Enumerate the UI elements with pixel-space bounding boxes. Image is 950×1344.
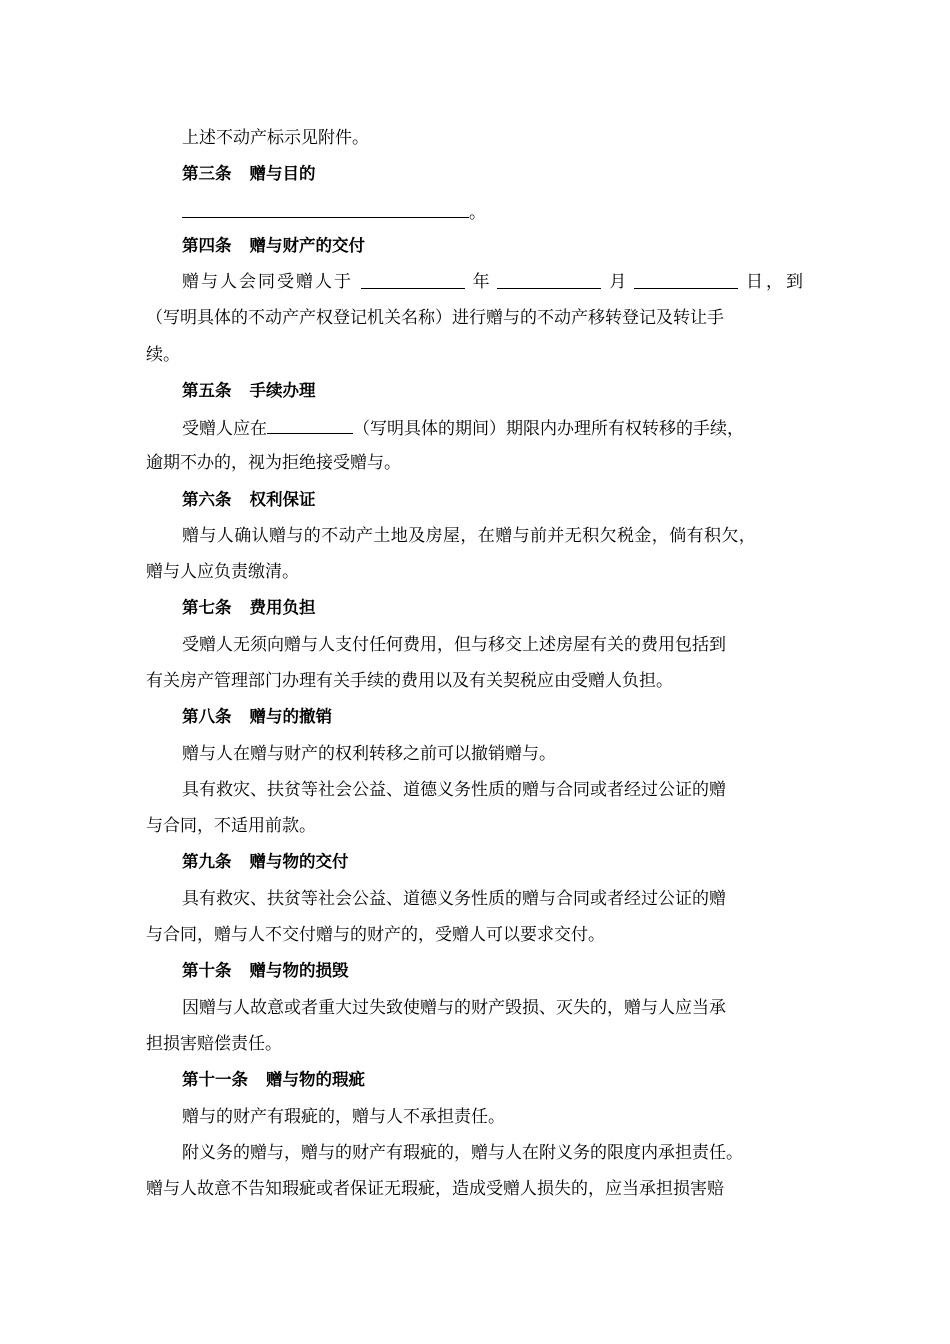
article-11-heading <box>182 1068 806 1092</box>
article-name: 权利保证 <box>249 490 316 509</box>
article-7-heading <box>182 596 806 620</box>
article-name: 赠与物的瑕疵 <box>266 1070 365 1089</box>
paragraph: 续。 <box>146 345 180 365</box>
paragraph: 逾期不办的，视为拒绝接受赠与。 <box>146 453 401 473</box>
paragraph: 与合同，赠与人不交付赠与的财产的，受赠人可以要求交付。 <box>146 925 605 945</box>
article-6-heading <box>182 488 806 512</box>
paragraph: （写明具体的不动产产权登记机关名称）进行赠与的不动产移转登记及转让手 <box>146 308 724 328</box>
article-10-heading <box>182 959 806 983</box>
article-name: 赠与财产的交付 <box>249 236 365 255</box>
paragraph: 有关房产管理部门办理有关手续的费用以及有关契税应由受赠人负担。 <box>146 671 673 691</box>
paragraph: 担损害赔偿责任。 <box>146 1034 282 1054</box>
article-5-heading <box>182 379 806 403</box>
text-segment: 受赠人应在 <box>182 419 267 439</box>
article-number: 第十一条 <box>182 1070 248 1089</box>
month-blank[interactable] <box>497 270 601 289</box>
paragraph: 附义务的赠与，赠与的财产有瑕疵的，赠与人在附义务的限度内承担责任。 <box>182 1143 743 1163</box>
paragraph: 赠与人故意不告知瑕疵或者保证无瑕疵，造成受赠人损失的，应当承担损害赔 <box>146 1179 724 1199</box>
period-blank[interactable] <box>267 415 353 434</box>
text-segment: 日，到 <box>745 272 806 292</box>
article-4-line-1 <box>182 270 806 294</box>
article-number: 第五条 <box>182 381 232 400</box>
article-3-line <box>182 199 806 225</box>
article-name: 赠与目的 <box>249 164 316 183</box>
text-segment: 月 <box>609 272 627 292</box>
paragraph: 受赠人无须向赠与人支付任何费用，但与移交上述房屋有关的费用包括到 <box>182 635 726 655</box>
article-number: 第六条 <box>182 490 232 509</box>
article-number: 第四条 <box>182 236 232 255</box>
paragraph: 赠与的财产有瑕疵的，赠与人不承担责任。 <box>182 1107 505 1127</box>
article-name: 手续办理 <box>249 381 316 400</box>
article-number: 第九条 <box>182 852 232 871</box>
article-number: 第八条 <box>182 707 232 726</box>
article-name: 赠与的撤销 <box>249 707 332 726</box>
fill-in-blank[interactable] <box>182 199 469 218</box>
year-blank[interactable] <box>361 270 465 289</box>
text-segment: 年 <box>472 272 490 292</box>
paragraph: 赠与人在赠与财产的权利转移之前可以撤销赠与。 <box>182 744 556 764</box>
paragraph: 赠与人确认赠与的不动产土地及房屋，在赠与前并无积欠税金，倘有积欠， <box>182 526 757 546</box>
paragraph: 具有救灾、扶贫等社会公益、道德义务性质的赠与合同或者经过公证的赠 <box>182 780 726 800</box>
article-number: 第三条 <box>182 164 232 183</box>
paragraph: 与合同，不适用前款。 <box>146 816 316 836</box>
article-number: 第七条 <box>182 598 232 617</box>
text-segment: 赠与人会同受赠人于 <box>182 272 353 292</box>
day-blank[interactable] <box>634 270 738 289</box>
article-4-heading <box>182 234 806 258</box>
article-8-heading <box>182 705 806 729</box>
article-name: 费用负担 <box>249 598 316 617</box>
article-name: 赠与物的交付 <box>249 852 349 871</box>
paragraph: 上述不动产标示见附件。 <box>182 128 369 148</box>
article-3-heading <box>182 162 806 186</box>
paragraph: 赠与人应负责缴清。 <box>146 562 299 582</box>
article-name: 赠与物的损毁 <box>249 961 349 980</box>
paragraph: 因赠与人故意或者重大过失致使赠与的财产毁损、灭失的，赠与人应当承 <box>182 998 726 1018</box>
article-5-line-1 <box>182 415 806 441</box>
article-9-heading <box>182 850 806 874</box>
period: 。 <box>469 203 486 223</box>
article-number: 第十条 <box>182 961 232 980</box>
text-segment: （写明具体的期间）期限内办理所有权转移的手续， <box>353 419 744 439</box>
paragraph: 具有救灾、扶贫等社会公益、道德义务性质的赠与合同或者经过公证的赠 <box>182 889 726 909</box>
